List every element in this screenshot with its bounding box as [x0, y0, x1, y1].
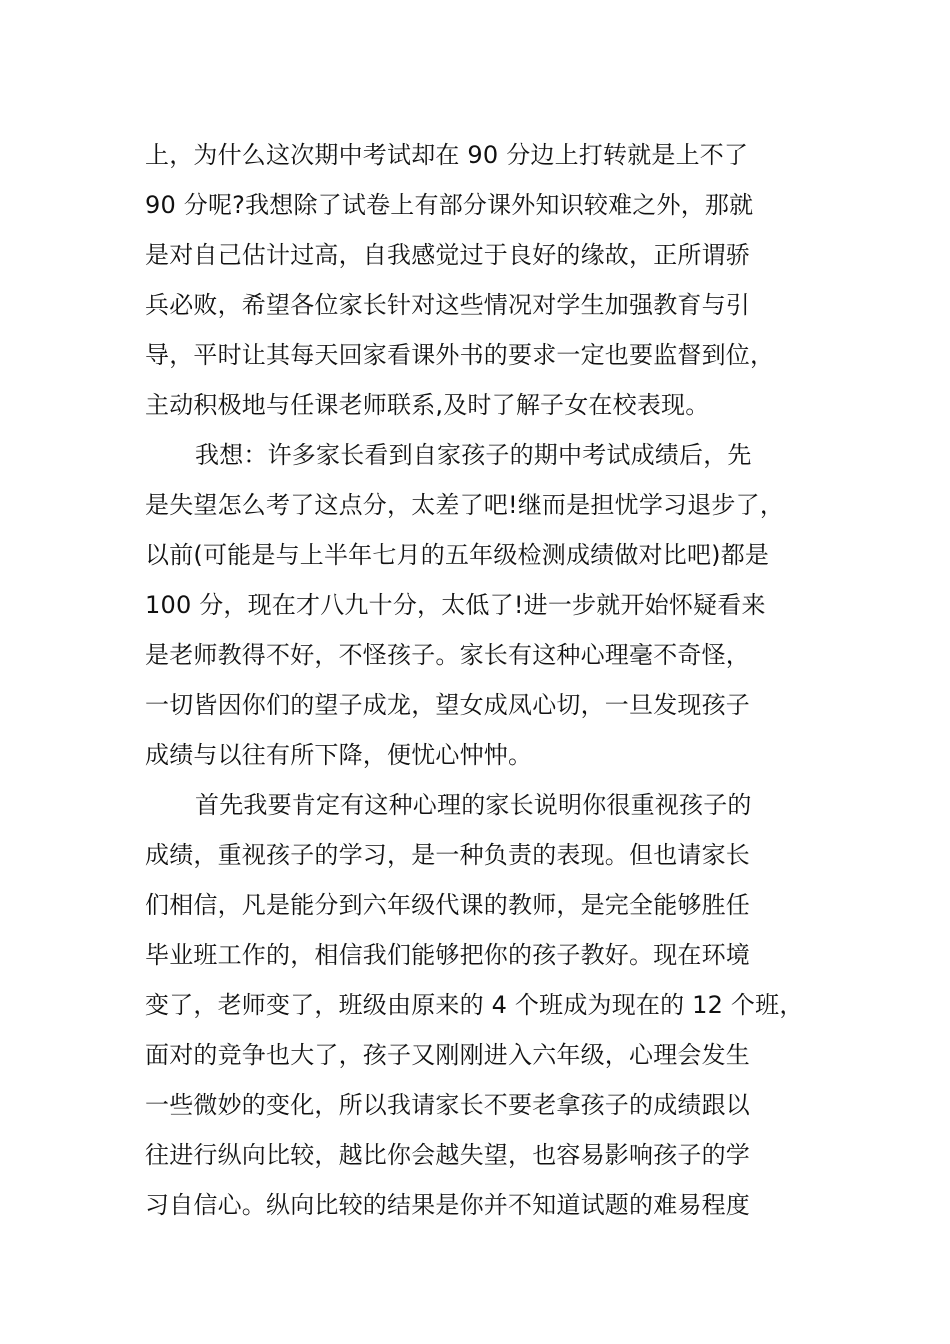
- text-line: 往进行纵向比较，越比你会越失望，也容易影响孩子的学: [145, 1141, 750, 1169]
- text-line: 毕业班工作的，相信我们能够把你的孩子教好。现在环境: [145, 941, 750, 969]
- text-line: 面对的竞争也大了，孩子又刚刚进入六年级，心理会发生: [145, 1041, 750, 1069]
- text-line: 一切皆因你们的望子成龙，望女成凤心切，一旦发现孩子: [145, 691, 750, 719]
- text-line: 导，平时让其每天回家看课外书的要求一定也要监督到位，: [145, 341, 775, 369]
- text-line: 100 分，现在才八九十分，太低了!进一步就开始怀疑看来: [145, 591, 766, 619]
- text-line: 主动积极地与任课老师联系,及时了解子女在校表现。: [145, 391, 710, 419]
- text-line: 们相信，凡是能分到六年级代课的教师，是完全能够胜任: [145, 891, 750, 919]
- text-line: 变了，老师变了，班级由原来的 4 个班成为现在的 12 个班，: [145, 991, 804, 1019]
- text-line: 一些微妙的变化，所以我请家长不要老拿孩子的成绩跟以: [145, 1091, 750, 1119]
- text-line: 是对自己估计过高，自我感觉过于良好的缘故，正所谓骄: [145, 241, 750, 269]
- text-line: 以前(可能是与上半年七月的五年级检测成绩做对比吧)都是: [145, 541, 770, 569]
- text-line: 是失望怎么考了这点分，太差了吧!继而是担忧学习退步了，: [145, 491, 785, 519]
- text-line: 90 分呢?我想除了试卷上有部分课外知识较难之外，那就: [145, 191, 754, 219]
- text-line: 习自信心。纵向比较的结果是你并不知道试题的难易程度: [145, 1191, 750, 1219]
- text-line: 成绩，重视孩子的学习，是一种负责的表现。但也请家长: [145, 841, 750, 869]
- document-body: [145, 130, 835, 1230]
- text-line: 成绩与以往有所下降，便忧心忡忡。: [145, 741, 533, 769]
- text-line: 是老师教得不好，不怪孩子。家长有这种心理毫不奇怪，: [145, 641, 750, 669]
- paragraph-start-line: 我想：许多家长看到自家孩子的期中考试成绩后，先: [195, 441, 752, 469]
- text-line: 上，为什么这次期中考试却在 90 分边上打转就是上不了: [145, 141, 749, 169]
- text-line: 兵必败，希望各位家长针对这些情况对学生加强教育与引: [145, 291, 750, 319]
- paragraph-start-line: 首先我要肯定有这种心理的家长说明你很重视孩子的: [195, 791, 752, 819]
